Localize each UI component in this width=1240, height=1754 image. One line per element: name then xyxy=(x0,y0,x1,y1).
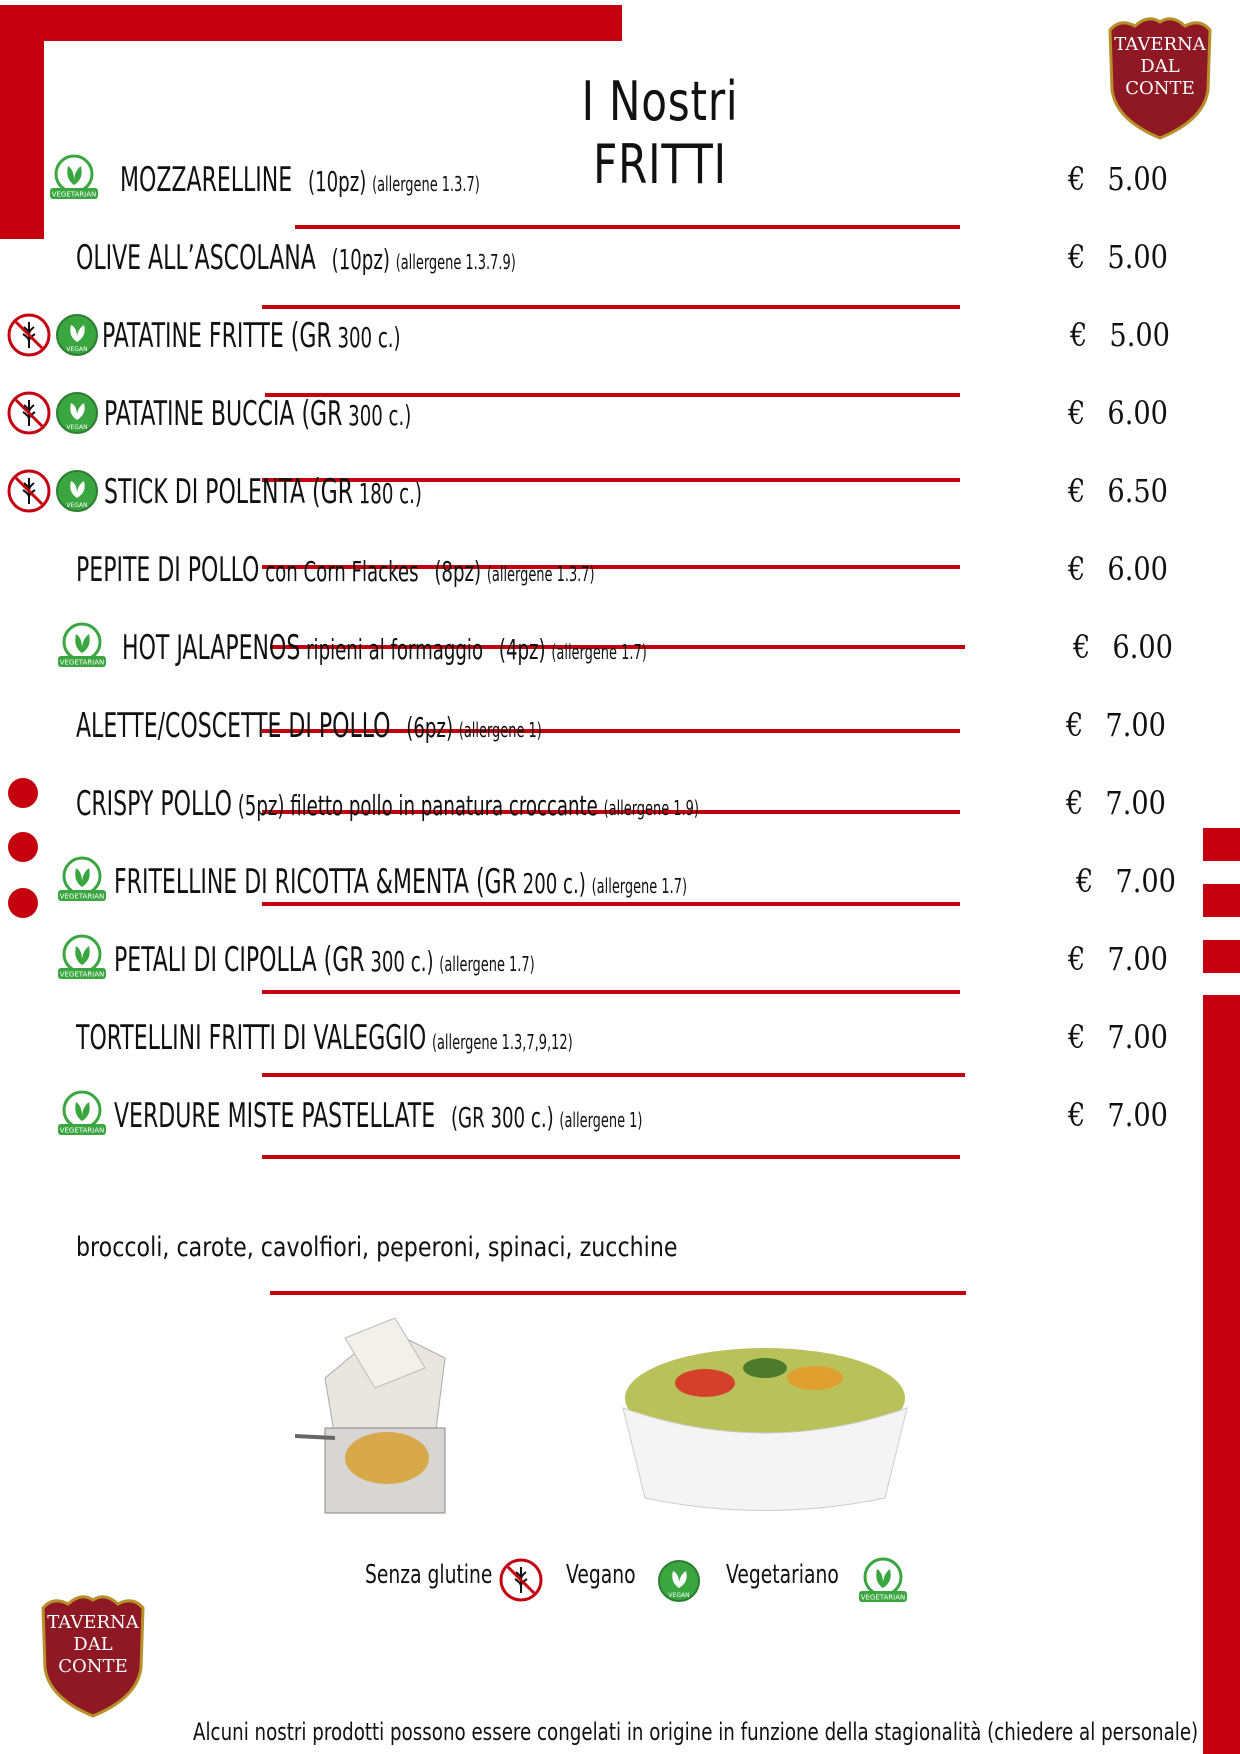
svg-text:VEGETARIAN: VEGETARIAN xyxy=(51,190,97,199)
price-value: 7.00 xyxy=(1105,784,1166,822)
item-name xyxy=(120,160,480,200)
item-title: FRITELLINE DI RICOTTA &MENTA (GR xyxy=(114,862,517,902)
menu-item xyxy=(0,920,1240,990)
item-allergens: (allergene 1) xyxy=(458,718,542,742)
svg-text:VEGETARIAN: VEGETARIAN xyxy=(59,892,105,901)
currency-symbol: € xyxy=(1073,628,1091,666)
menu-item xyxy=(0,140,1240,210)
item-allergens: (allergene 1.3.7.9) xyxy=(395,250,516,274)
item-title: PEPITE DI POLLO xyxy=(76,550,260,590)
logo-bottom xyxy=(33,1590,153,1720)
price-value: 7.00 xyxy=(1107,940,1168,978)
menu-item xyxy=(0,1076,1240,1146)
menu-item xyxy=(0,218,1240,288)
legend-no-gluten-icon xyxy=(498,1557,544,1603)
item-qty: (6pz) xyxy=(406,711,454,744)
logo-top xyxy=(1100,12,1220,142)
vegetarian-icon xyxy=(54,932,110,982)
item-allergens: (allergene 1) xyxy=(559,1108,643,1132)
item-price xyxy=(1068,1096,1168,1134)
item-price xyxy=(1070,316,1170,354)
item-title: STICK DI POLENTA (GR xyxy=(104,472,354,512)
menu-item xyxy=(0,842,1240,912)
currency-symbol: € xyxy=(1068,472,1086,510)
item-title: ALETTE/COSCETTE DI POLLO xyxy=(76,706,391,746)
item-desc: 200 c.) xyxy=(516,867,586,900)
item-name xyxy=(114,1096,642,1136)
item-title: HOT JALAPENOS xyxy=(122,628,301,668)
item-desc: ripieni al formaggio xyxy=(300,633,484,666)
item-desc: 300 c.) xyxy=(331,321,401,354)
price-value: 7.00 xyxy=(1115,862,1176,900)
divider-line xyxy=(262,1155,960,1159)
menu-item xyxy=(0,686,1240,756)
footnote: Alcuni nostri prodotti possono essere congelati in origine in funzione della stagionalità (chiedere al personale) xyxy=(193,1718,1199,1746)
price-value: 6.00 xyxy=(1107,550,1168,588)
menu-item xyxy=(0,296,1240,366)
currency-symbol: € xyxy=(1066,784,1084,822)
item-name xyxy=(76,1018,573,1058)
item-name xyxy=(114,862,687,902)
price-value: 7.00 xyxy=(1107,1018,1168,1056)
svg-text:VEGETARIAN: VEGETARIAN xyxy=(59,658,105,667)
item-desc: 180 c.) xyxy=(353,477,422,510)
mixed-vegetables-dish-image xyxy=(615,1338,915,1518)
item-name xyxy=(104,394,411,434)
price-value: 6.50 xyxy=(1107,472,1168,510)
vegan-icon xyxy=(54,468,100,514)
vegetarian-icon xyxy=(54,620,110,670)
item-qty: (8pz) xyxy=(434,555,482,588)
svg-text:VEGETARIAN: VEGETARIAN xyxy=(59,970,105,979)
price-value: 5.00 xyxy=(1107,238,1168,276)
item-price xyxy=(1068,238,1168,276)
currency-symbol: € xyxy=(1068,394,1086,432)
item-price xyxy=(1073,628,1173,666)
item-title: PATATINE BUCCIA (GR xyxy=(104,394,343,434)
fried-tortellini-basket-image xyxy=(295,1318,475,1523)
vegetarian-icon xyxy=(54,854,110,904)
item-desc: 300 c.) xyxy=(364,945,434,978)
legend-vegan-label: Vegano xyxy=(566,1560,636,1590)
item-price xyxy=(1068,160,1168,198)
item-name xyxy=(76,550,595,590)
item-title: CRISPY POLLO xyxy=(76,784,232,824)
frame-top-bar xyxy=(0,5,622,41)
price-value: 7.00 xyxy=(1107,1096,1168,1134)
item-title: TORTELLINI FRITTI DI VALEGGIO xyxy=(76,1018,427,1058)
currency-symbol: € xyxy=(1068,940,1086,978)
price-value: 6.00 xyxy=(1112,628,1173,666)
price-value: 6.00 xyxy=(1107,394,1168,432)
currency-symbol: € xyxy=(1068,550,1086,588)
menu-item xyxy=(0,764,1240,834)
svg-text:VEGETARIAN: VEGETARIAN xyxy=(59,1126,105,1135)
item-title: PATATINE FRITTE (GR xyxy=(102,316,332,356)
item-price xyxy=(1068,940,1168,978)
currency-symbol: € xyxy=(1068,1096,1086,1134)
item-name xyxy=(102,316,401,356)
logo-text: TAVERNA DAL CONTE xyxy=(47,1612,139,1677)
item-desc: con Corn Flackes xyxy=(259,555,419,588)
menu-item xyxy=(0,452,1240,522)
currency-symbol: € xyxy=(1068,1018,1086,1056)
item-allergens: (allergene 1.7) xyxy=(551,640,647,664)
svg-text:VEGAN: VEGAN xyxy=(66,502,88,509)
vegan-icon xyxy=(54,312,100,358)
legend-vegetarian-icon xyxy=(855,1555,911,1605)
currency-symbol: € xyxy=(1066,706,1084,744)
item-allergens: (allergene 1.7) xyxy=(439,952,535,976)
item-qty: (10pz) xyxy=(308,165,367,198)
item-price xyxy=(1076,862,1176,900)
item-qty: (4pz) xyxy=(498,633,546,666)
menu-item xyxy=(0,608,1240,678)
item-title: PETALI DI CIPOLLA (GR xyxy=(114,940,365,980)
currency-symbol: € xyxy=(1076,862,1094,900)
item-name xyxy=(76,706,542,746)
vegetarian-icon xyxy=(54,1088,110,1138)
no-gluten-icon xyxy=(6,390,52,436)
item-name xyxy=(104,472,422,512)
currency-symbol: € xyxy=(1070,316,1088,354)
vegetarian-icon xyxy=(46,152,102,202)
svg-text:VEGAN: VEGAN xyxy=(668,1592,690,1599)
item-price xyxy=(1066,784,1166,822)
item-title: VERDURE MISTE PASTELLATE xyxy=(114,1096,436,1136)
legend-gluten-free-label: Senza glutine xyxy=(365,1560,493,1590)
svg-text:VEGAN: VEGAN xyxy=(66,346,88,353)
vegan-icon xyxy=(54,390,100,436)
item-price xyxy=(1068,550,1168,588)
item-allergens: (allergene 1.9) xyxy=(603,796,699,820)
item-title: MOZZARELLINE xyxy=(120,160,293,200)
svg-text:VEGETARIAN: VEGETARIAN xyxy=(860,1593,906,1602)
item-desc: (5pz) filetto pollo in panatura croccante xyxy=(231,789,598,822)
price-value: 5.00 xyxy=(1109,316,1170,354)
legend-vegan-icon xyxy=(656,1558,702,1604)
divider-line xyxy=(270,1291,966,1295)
item-qty: (10pz) xyxy=(331,243,390,276)
item-title: OLIVE ALL’ASCOLANA xyxy=(76,238,316,278)
item-price xyxy=(1068,1018,1168,1056)
item-allergens: (allergene 1.3.7) xyxy=(486,562,595,586)
item-price xyxy=(1068,394,1168,432)
price-value: 7.00 xyxy=(1105,706,1166,744)
no-gluten-icon xyxy=(6,312,52,358)
item-price xyxy=(1066,706,1166,744)
item-allergens: (allergene 1.7) xyxy=(591,874,688,898)
verdure-detail: broccoli, carote, cavolfiori, peperoni, spinaci, zucchine xyxy=(76,1232,678,1263)
currency-symbol: € xyxy=(1068,160,1086,198)
item-name xyxy=(76,238,516,278)
item-allergens: (allergene 1.3.7) xyxy=(372,172,480,196)
item-qty: (GR 300 c.) xyxy=(450,1101,554,1134)
price-value: 5.00 xyxy=(1107,160,1168,198)
currency-symbol: € xyxy=(1068,238,1086,276)
item-name xyxy=(76,784,699,824)
item-price xyxy=(1068,472,1168,510)
legend-vegetarian-label: Vegetariano xyxy=(726,1560,839,1590)
svg-text:VEGAN: VEGAN xyxy=(66,424,88,431)
menu-item xyxy=(0,530,1240,600)
logo-text: TAVERNA DAL CONTE xyxy=(1114,34,1206,99)
menu-item xyxy=(0,374,1240,444)
page-title: I Nostri FRITTI xyxy=(581,70,739,196)
item-name xyxy=(122,628,647,668)
no-gluten-icon xyxy=(6,468,52,514)
item-allergens: (allergene 1.3,7,9,12) xyxy=(431,1030,573,1054)
menu-item xyxy=(0,998,1240,1068)
item-name xyxy=(114,940,535,980)
divider-line xyxy=(262,990,960,994)
item-desc: 300 c.) xyxy=(342,399,412,432)
